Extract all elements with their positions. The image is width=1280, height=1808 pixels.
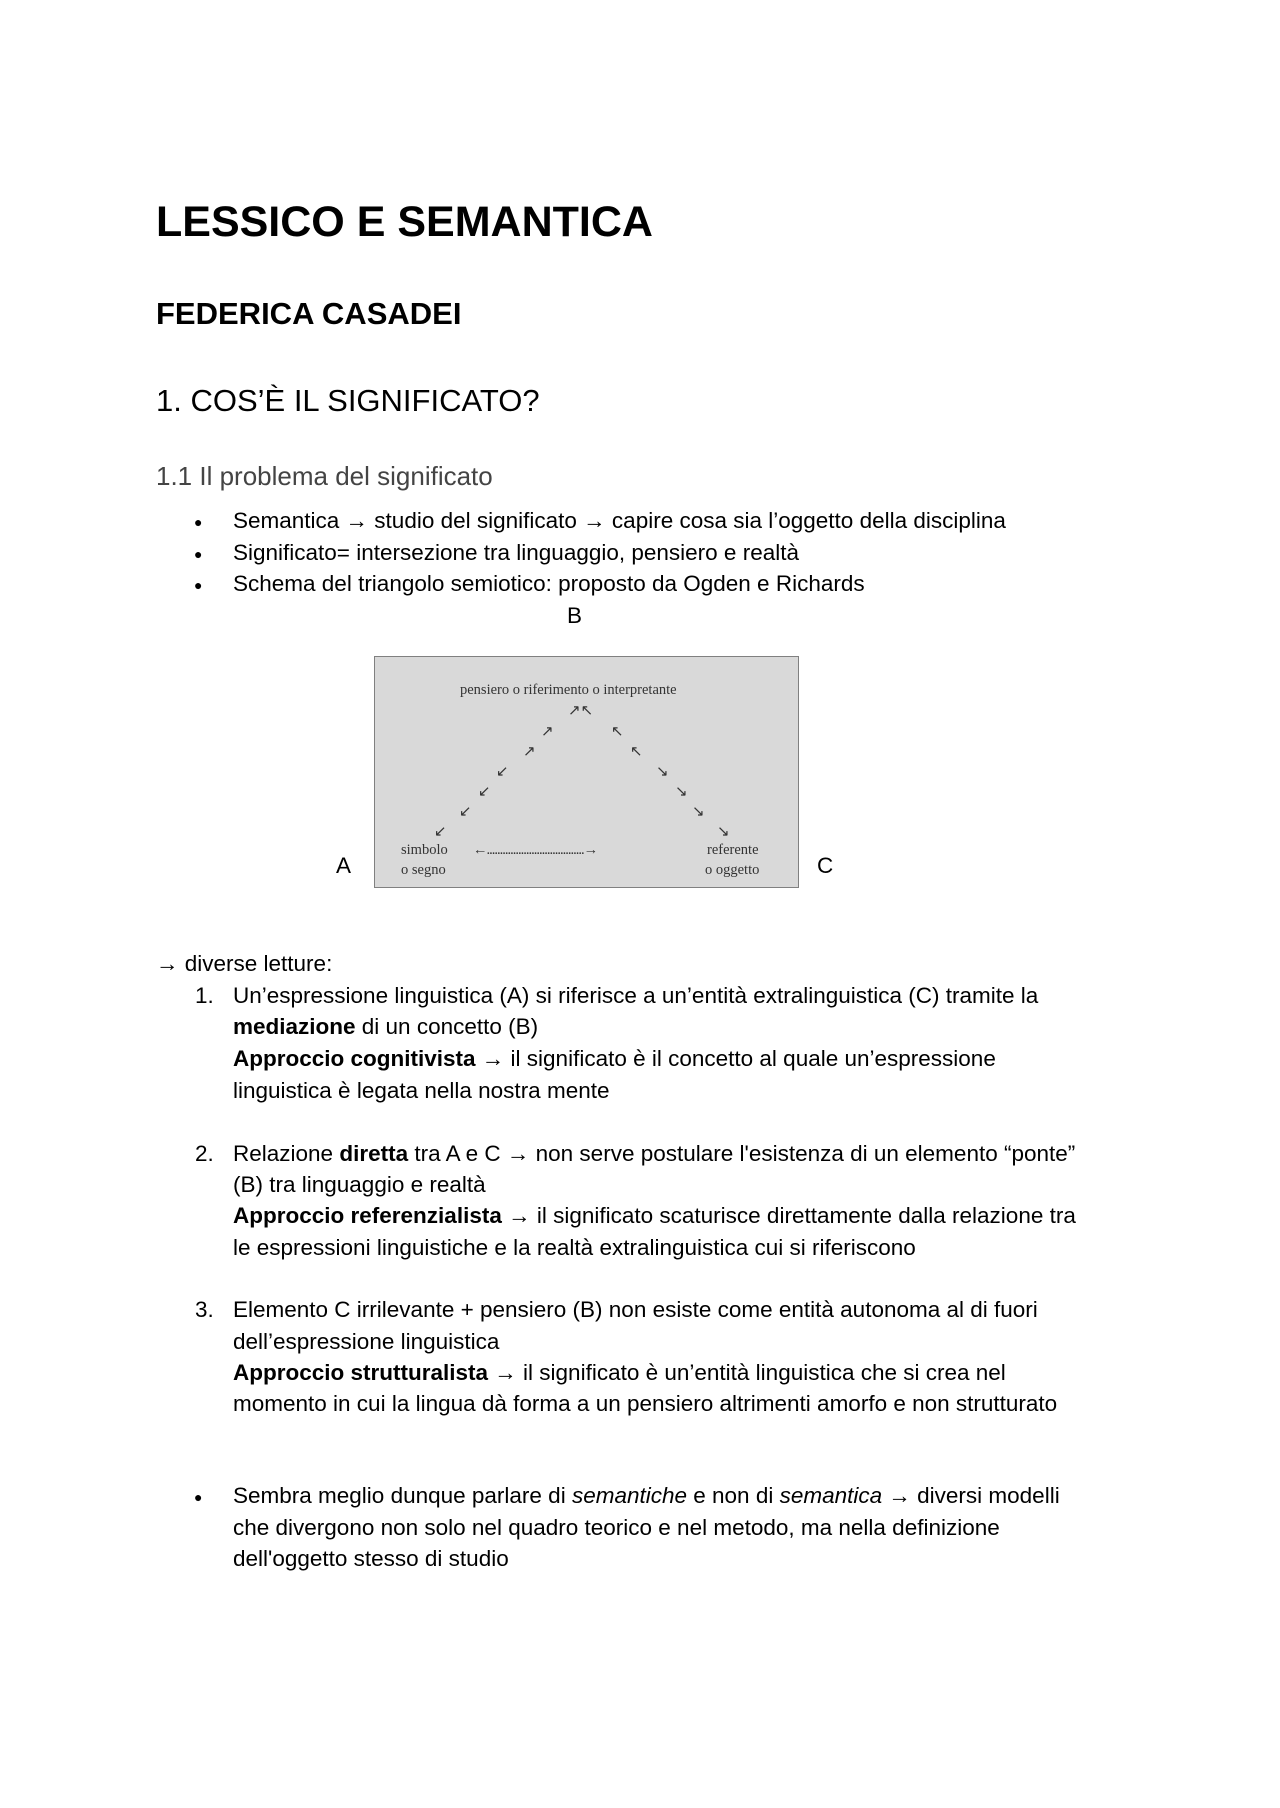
emphasis-italic: semantiche — [571, 1483, 688, 1508]
list-item-text-rest: → il significato è un’entità linguistica che si crea nel — [488, 1360, 1006, 1385]
emphasis-bold: mediazione — [233, 1014, 356, 1039]
author-heading: FEDERICA CASADEI — [156, 296, 462, 331]
list-number: 1. — [195, 983, 214, 1008]
emphasis-italic: semantica — [779, 1483, 883, 1508]
approach-label: Approccio cognitivista — [233, 1046, 476, 1071]
bullet-text: Schema del triangolo semiotico: proposto da Ogden e Richards — [233, 571, 865, 596]
list-item-text: dell’espressione linguistica — [233, 1329, 500, 1354]
list-item-text-rest: di un concetto (B) — [355, 1014, 539, 1039]
bullet-text: Semantica → studio del significato → capire cosa sia l’oggetto della disciplina — [233, 508, 1006, 533]
arrow-up-right-icon: ↗ — [523, 742, 536, 760]
list-item-text-pre: Relazione — [233, 1141, 340, 1166]
arrow-up-right-icon: ↗ — [541, 722, 554, 740]
list-item-text: Un’espressione linguistica (A) si riferisce a un’entità extralinguistica (C) tramite la — [233, 983, 1039, 1008]
triangle-left-text: simbolo — [401, 842, 448, 858]
bullet-icon: ● — [194, 1489, 203, 1505]
arrow-down-right-icon: ↘ — [692, 802, 705, 820]
list-item-text: linguistica è legata nella nostra mente — [233, 1078, 610, 1103]
arrow-up-left-icon: ↖ — [630, 742, 643, 760]
arrow-up-right-icon: ↗↖ — [568, 701, 594, 719]
emphasis-bold: diretta — [339, 1141, 409, 1166]
dotted-double-arrow: ←.....................................→ — [473, 842, 598, 858]
approach-label: Approccio referenzialista — [233, 1203, 502, 1228]
list-item-text — [233, 1357, 1006, 1389]
arrow-up-left-icon: ↖ — [611, 722, 624, 740]
approach-label: Approccio strutturalista — [233, 1360, 489, 1385]
triangle-right-text: referente — [707, 842, 759, 858]
list-item-text-rest: → il significato è il concetto al quale un’espressione — [475, 1046, 996, 1071]
bullet-icon: ● — [194, 514, 203, 530]
arrow-down-right-icon: ↘ — [656, 762, 669, 780]
list-item-text — [233, 1011, 538, 1043]
list-item-text-rest: tra A e C → non serve postulare l'esistenza di un elemento “ponte” — [408, 1141, 1076, 1166]
arrow-down-right-icon: ↘ — [675, 782, 688, 800]
list-item-text — [233, 1043, 996, 1075]
arrow-down-right-icon: ↘ — [717, 822, 730, 840]
list-number: 2. — [195, 1141, 214, 1166]
bullet-text-pre: Sembra meglio dunque parlare di — [233, 1483, 572, 1508]
document-title: LESSICO E SEMANTICA — [156, 198, 653, 246]
list-number: 3. — [195, 1297, 214, 1322]
semiotic-triangle-image — [374, 656, 799, 888]
section-heading: 1. COS’È IL SIGNIFICATO? — [156, 383, 540, 418]
bullet-icon: ● — [194, 546, 203, 562]
bullet-text: che divergono non solo nel quadro teorico e nel metodo, ma nella definizione — [233, 1515, 1000, 1540]
list-item-text-rest: → il significato scaturisce direttamente dalla relazione tra — [501, 1203, 1076, 1228]
triangle-label-c: C — [817, 853, 834, 878]
list-item-text: momento in cui la lingua dà forma a un pensiero altrimenti amorfo e non strutturato — [233, 1391, 1058, 1416]
triangle-label-b: B — [567, 603, 583, 628]
arrow-down-left-icon: ↙ — [434, 822, 447, 840]
triangle-right-text: o oggetto — [705, 862, 760, 878]
bullet-text: dell'oggetto stesso di studio — [233, 1546, 509, 1571]
list-item-text — [233, 1138, 1075, 1170]
subsection-heading: 1.1 Il problema del significato — [156, 461, 493, 491]
list-item-text: le espressioni linguistiche e la realtà extralinguistica cui si riferiscono — [233, 1235, 916, 1260]
bullet-icon: ● — [194, 577, 203, 593]
list-item-text — [233, 1200, 1076, 1232]
triangle-left-text: o segno — [401, 862, 446, 878]
list-item-text: Elemento C irrilevante + pensiero (B) non esiste come entità autonoma al di fuori — [233, 1297, 1038, 1322]
arrow-down-left-icon: ↙ — [496, 762, 509, 780]
list-item-text: (B) tra linguaggio e realtà — [233, 1172, 486, 1197]
readings-intro: → diverse letture: — [156, 951, 333, 976]
bullet-text-post: → diversi modelli — [882, 1483, 1060, 1508]
bullet-text — [233, 1480, 1060, 1512]
bullet-text-mid: e non di — [687, 1483, 780, 1508]
arrow-down-left-icon: ↙ — [478, 782, 491, 800]
triangle-top-text: pensiero o riferimento o interpretante — [460, 682, 677, 698]
triangle-label-a: A — [336, 853, 352, 878]
arrow-down-left-icon: ↙ — [459, 802, 472, 820]
bullet-text: Significato= intersezione tra linguaggio, pensiero e realtà — [233, 540, 799, 565]
